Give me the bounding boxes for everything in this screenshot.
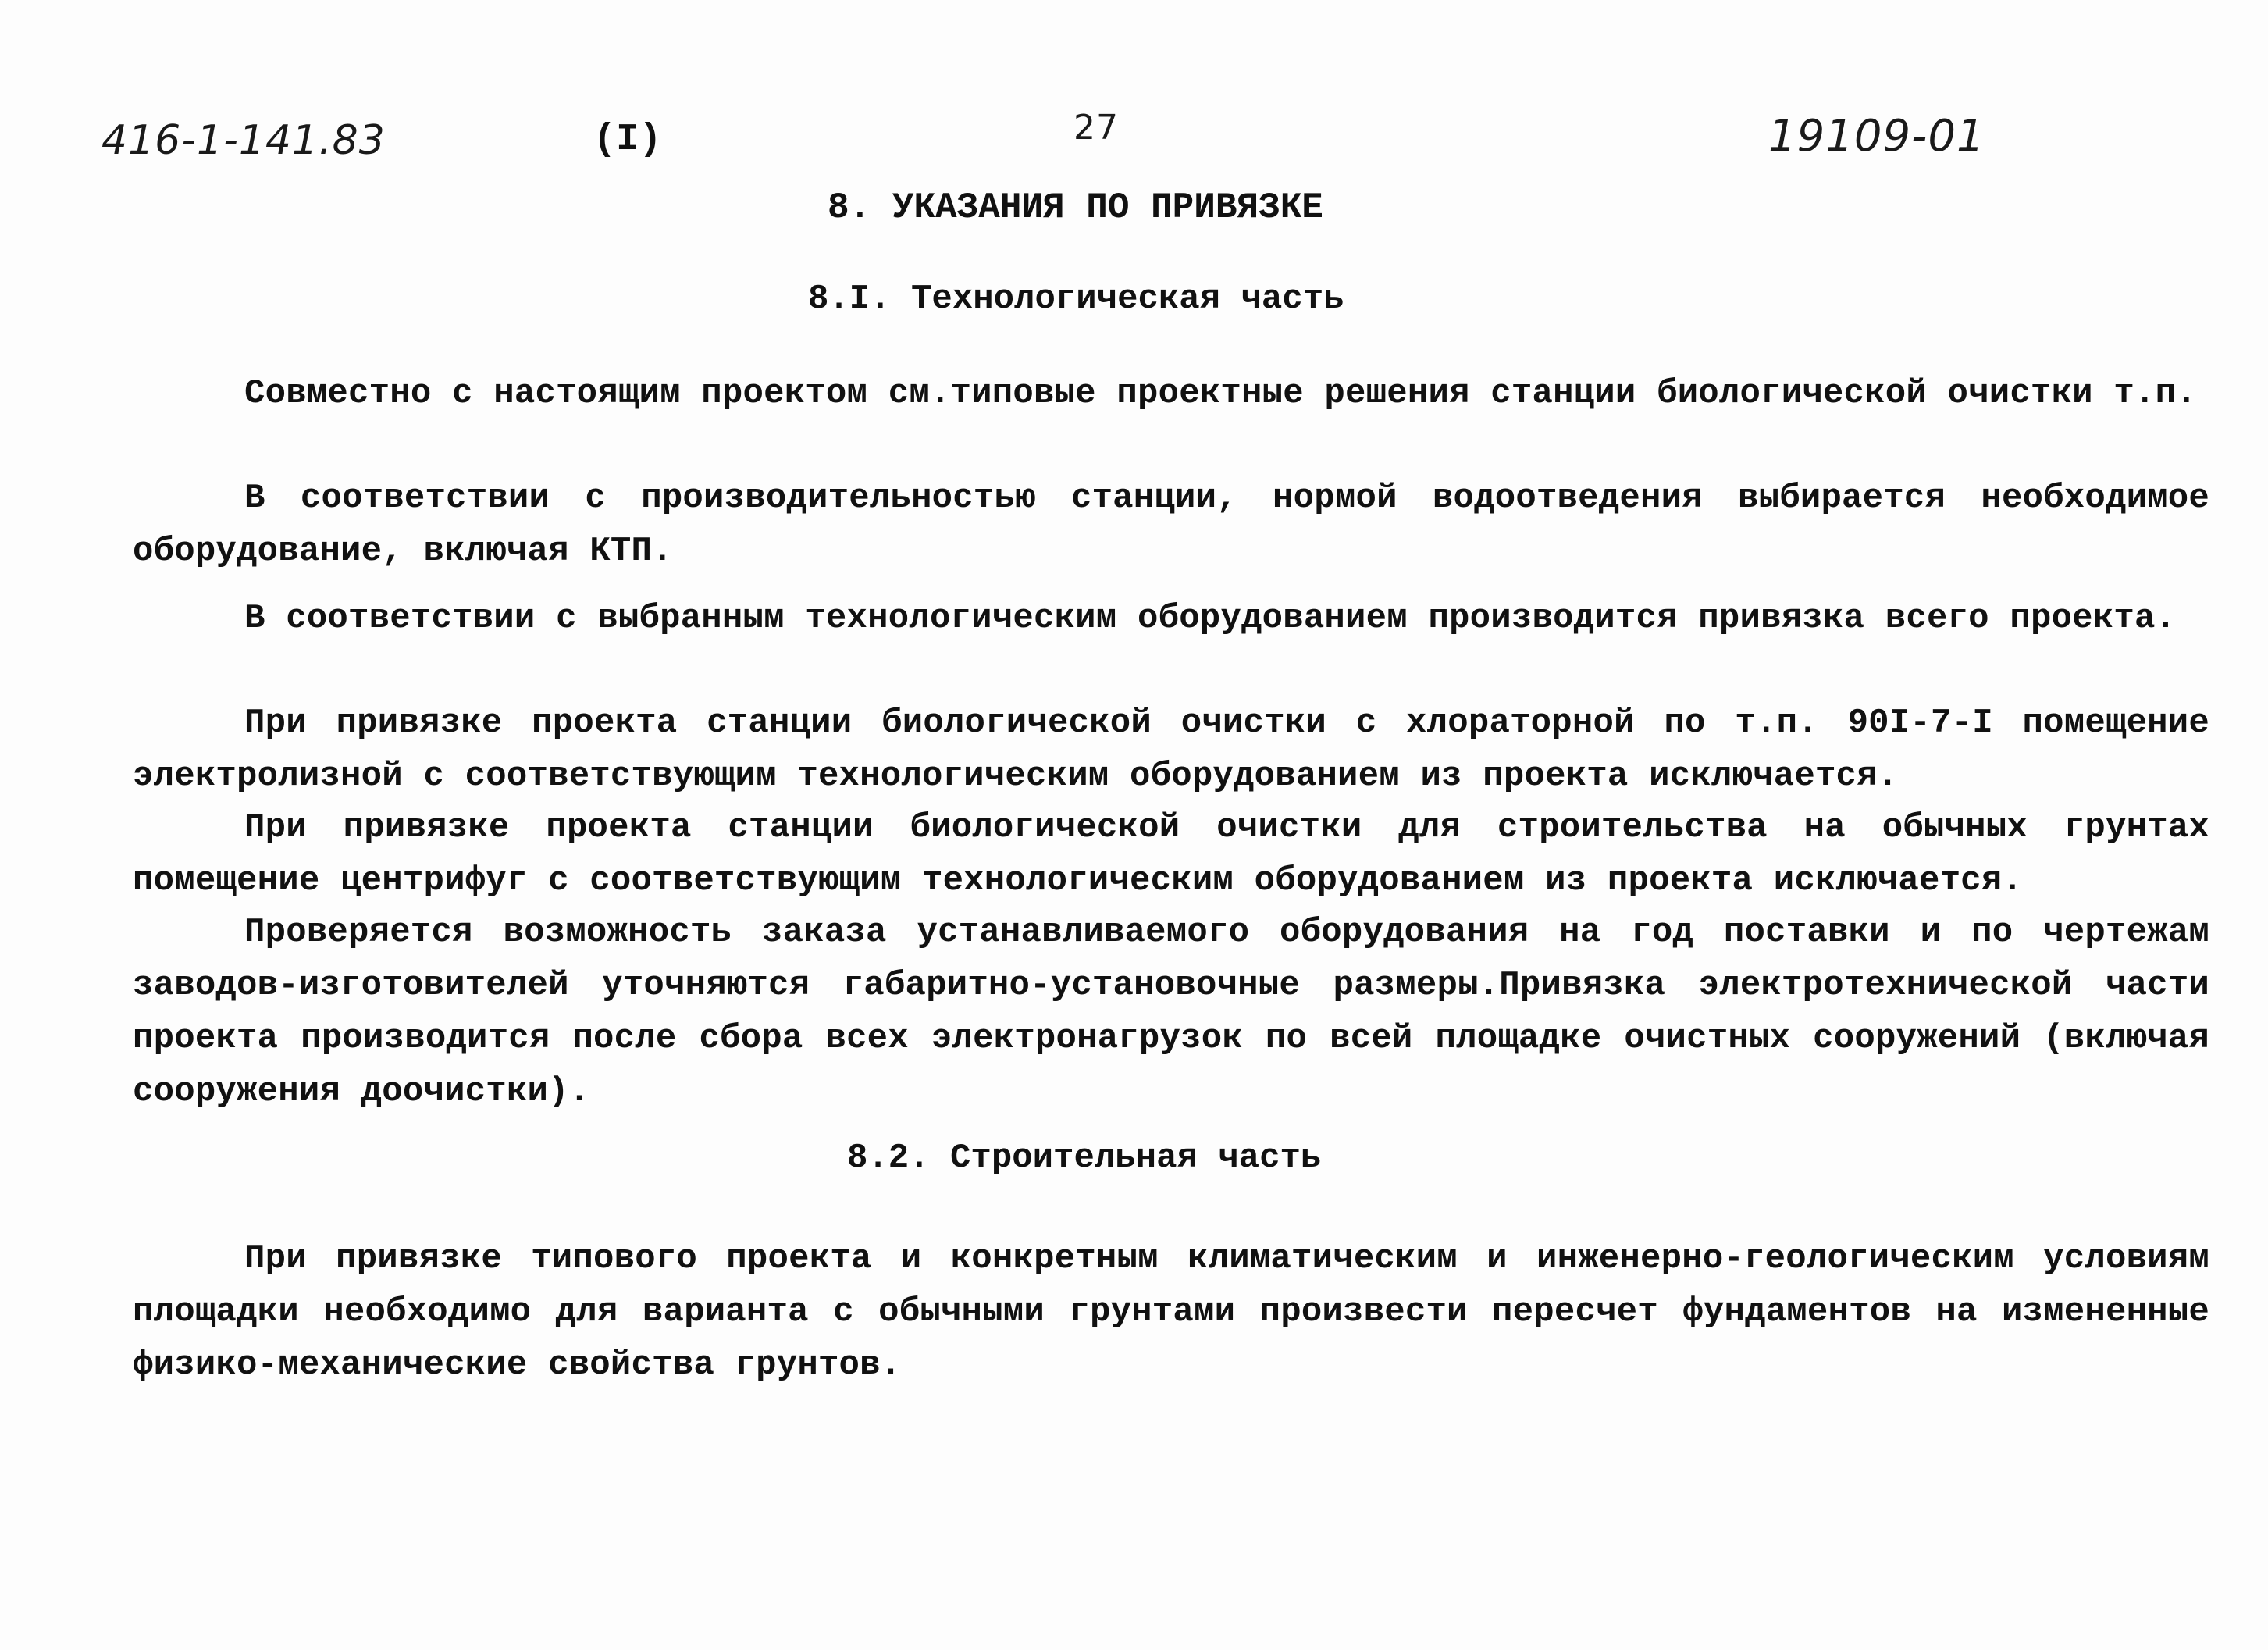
subsection-2-title: 8.2. Строительная часть [847,1139,1322,1178]
doc-code: 416-1-141.83 [101,117,386,164]
paragraph-3: В соответствии с выбранным технологическим оборудованием производится привязка всего проекта. [244,599,2177,638]
paragraph-6: Проверяется возможность заказа устанавливаемого оборудования на год поставки и по чертежам заводов-изготовителей уточняются габаритно-установочные размеры.Привязка электротехнической части проекта производится после сбора всех электронагрузок по всей площадке очистных сооружений (включая сооружения доочистки). [133,913,2209,1111]
paragraph-7: При привязке типового проекта и конкретным климатическим и инженерно-геологическим условиям площадки необходимо для варианта с обычными грунтами произвести пересчет фундаментов на измененные физико-механические свойства грунтов. [133,1239,2209,1385]
subsection-1-title: 8.I. Технологическая часть [808,280,1344,319]
page-number: 27 [1073,108,1119,148]
paragraph-5: При привязке проекта станции биологической очистки для строительства на обычных грунтах помещение центрифуг с соответствующим технологическим оборудованием из проекта исключается. [133,808,2209,900]
section-title: 8. УКАЗАНИЯ ПО ПРИВЯЗКЕ [828,187,1323,228]
paragraph-2: В соответствии с производительностью станции, нормой водоотведения выбирается необходимое оборудование, включая КТП. [133,479,2209,571]
inventory-code: 19109-01 [1768,111,1985,162]
paragraph-1: Совместно с настоящим проектом см.типовые проектные решения станции биологической очистки т.п. [244,374,2197,413]
paragraph-4: При привязке проекта станции биологической очистки с хлораторной по т.п. 90I-7-I помещение электролизной с соответствующим технологическим оборудованием из проекта исключается. [133,704,2209,796]
volume-number: (I) [593,119,662,161]
